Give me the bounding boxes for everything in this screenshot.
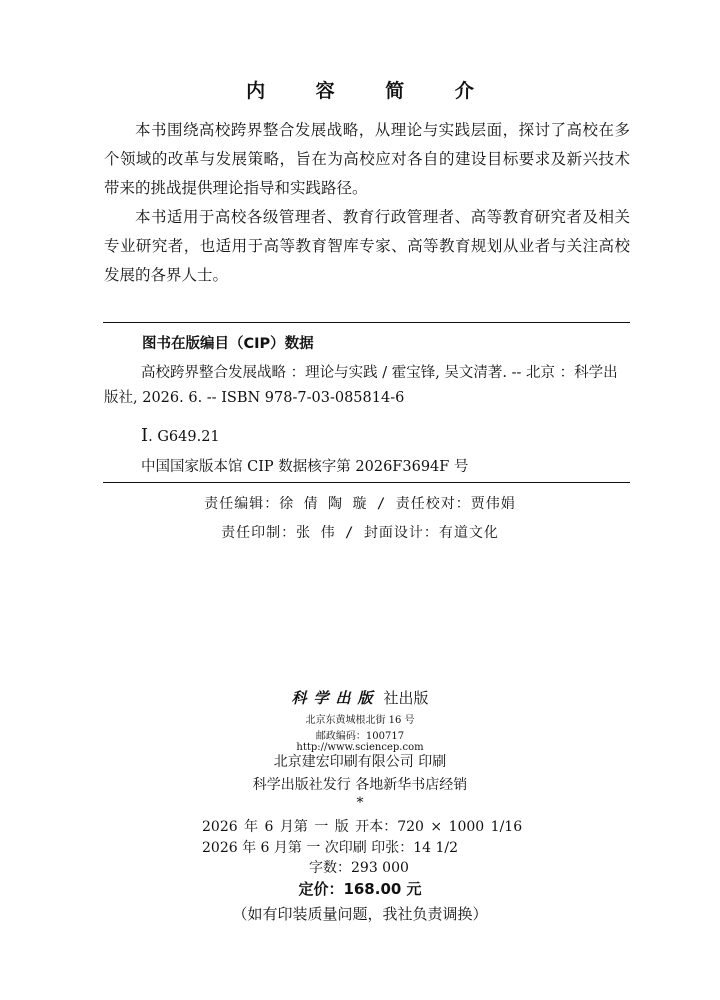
staff-production: 责任印制：张 伟 / 封面设计：有道文化 [221,525,499,541]
cip-top-rule [103,322,630,323]
word-count: 字数：293 000 [309,860,409,876]
distribution: 科学出版社发行 各地新华书店经销 [252,777,468,793]
quality-notice: （如有印装质量问题，我社负责调换） [232,905,488,923]
publisher-suffix: 社出版 [383,689,429,707]
cip-record: 高校跨界整合发展战略 ：理论与实践 / 霍宝锋, 吴文清著. -- 北京 ：科学出版社, 2026. 6. -- ISBN 978-7-03-085814-6 [104,365,618,406]
publisher-url: http://www.sciencep.com [296,742,424,753]
printing-line: 2026 年 6 月第 一 次印刷 印张：14 1/2 [202,840,459,856]
price: 定价：168.00 元 [298,880,422,898]
cip-heading: 图书在版编目（CIP）数据 [142,336,314,352]
edition-line: 2026 年 6 月第 一 版 开本：720 × 1000 1/16 [202,819,523,835]
cip-bottom-rule [103,482,630,483]
printer: 北京建宏印刷有限公司 印刷 [273,754,447,770]
publisher-postcode: 邮政编码：100717 [315,731,405,742]
separator-star: * [356,795,364,811]
cip-class-roman: Ⅰ [141,425,149,446]
cip-number: 中国国家版本馆 CIP 数据核字第 2026F3694F 号 [141,459,469,475]
cip-class-code: . G649.21 [148,429,220,445]
intro-paragraph-1: 本书围绕高校跨界整合发展战略，从理论与实践层面，探讨了高校在多个领域的改革与发展策略，旨在为高校应对各自的建设目标要求及新兴技术带来的挑战提供理论指导和实践路径。 [104,121,630,197]
publisher-line [0,687,720,708]
intro-paragraph-2: 本书适用于高校各级管理者、教育行政管理者、高等教育研究者及相关专业研究者，也适用于高等教育智库专家、高等教育规划从业者与关注高校发展的各界人士。 [104,208,630,284]
publisher-address: 北京东黄城根北街 16 号 [305,715,415,726]
cip-classification [141,425,220,446]
publisher-logo: 科学出版 [291,689,380,707]
intro-title: 内 容 简 介 [246,80,496,102]
staff-editors: 责任编辑：徐 倩 陶 璇 / 责任校对：贾伟娟 [204,496,516,512]
